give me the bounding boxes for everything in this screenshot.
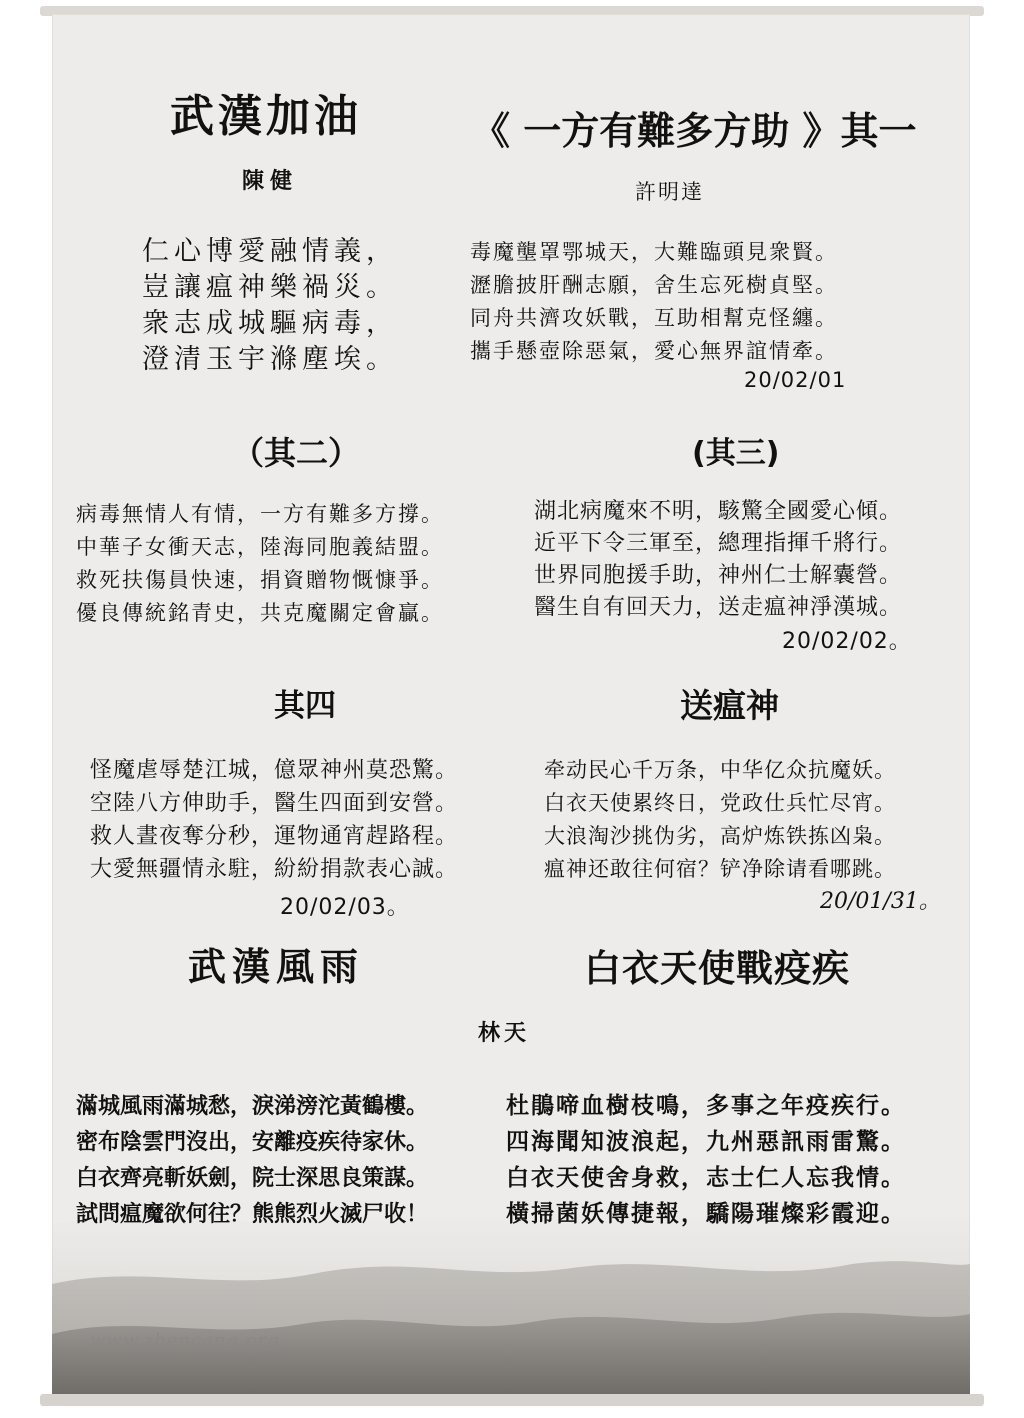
poem-line: 滿城風雨滿城愁，淚涕滂沱黃鶴樓。 [76,1093,429,1119]
poem-line: 白衣天使累终日，党政仕兵忙尽宵。 [544,791,896,815]
poem-5-body [90,754,458,886]
poem-3-title: （其二） [232,434,361,472]
poem-line: 杜鵑啼血樹枝鳴，多事之年疫疾行。 [506,1092,906,1119]
poem-4-title: (其三) [692,436,780,471]
poem-5-date: 20/02/03。 [280,895,410,920]
poem-2-author: 許明達 [635,180,704,204]
poem-2-body [470,236,838,368]
poem-line: 救人晝夜奪分秒，運物通宵趕路程。 [90,824,459,849]
poem-1-body [142,234,398,378]
poem-line: 毒魔壟罩鄂城天，大難臨頭見衆賢。 [470,240,838,264]
poem-1-author: 陳健 [242,168,299,194]
poem-line: 仁心博愛融情義， [142,236,398,267]
poem-line: 空陸八方伸助手，醫生四面到安營。 [90,791,459,816]
poem-3-body [76,498,444,630]
poem-5-title: 其四 [274,688,336,724]
poem-line: 同舟共濟攻妖戰，互助相幫克怪纏。 [470,306,838,330]
poem-6-title: 送瘟神 [680,686,779,725]
poem-line: 瘟神还敢往何宿？铲净除请看哪跳。 [544,857,896,881]
poem-line: 試問瘟魔欲何往？熊熊烈火滅尸收！ [76,1201,429,1227]
poem-6-date: 20/01/31。 [820,889,941,914]
poem-2-title: 《 一方有難多方助 》其一 [472,109,917,153]
poem-6-body [544,754,896,886]
poem-line: 澄清玉宇滌塵埃。 [142,344,398,375]
scroll-paper [52,14,970,1396]
poem-line: 怪魔虐辱楚江城，億眾神州莫恐驚。 [90,758,459,783]
poem-line: 優良傳統銘青史，共克魔關定會贏。 [76,601,444,625]
poem-4-body [534,496,902,624]
poem-7-title: 武漢風雨 [188,944,365,989]
poem-1-title: 武漢加油 [170,91,362,142]
poem-line: 醫生自有回天力，送走瘟神淨漢城。 [534,595,903,620]
poem-line: 大浪淘沙挑伪劣，高炉炼铁拣凶枭。 [544,824,896,848]
poem-line: 四海聞知波浪起，九州惡訊雨雷驚。 [506,1128,906,1155]
poem-line: 瀝膽披肝酬志願，舍生忘死樹貞堅。 [470,273,838,297]
poem-line: 衆志成城驅病毒， [142,308,398,339]
poem-line: 白衣齊亮斬妖劍，院士深思良策謀。 [76,1165,429,1191]
poem-line: 中華子女衝天志，陸海同胞義結盟。 [76,535,444,559]
shared-author: 林天 [478,1020,531,1046]
poem-line: 豈讓瘟神樂禍災。 [142,272,398,303]
poem-4-date: 20/02/02。 [782,629,912,654]
poem-line: 大愛無疆情永駐，紛紛捐款表心誠。 [90,857,459,882]
watermark-text: www.zhencang.org [90,1330,280,1351]
poem-line: 近平下令三軍至，總理指揮千將行。 [534,531,903,556]
poem-line: 白衣天使舍身救，志士仁人忘我情。 [506,1164,906,1191]
poem-line: 世界同胞援手助，神州仁士解囊營。 [534,563,903,588]
poem-8-title: 白衣天使戰疫疾 [584,947,850,990]
poem-line: 密布陰雲門沒出，安離疫疾待家休。 [76,1129,429,1155]
scroll-bottom-rod [40,1394,984,1406]
poem-line: 湖北病魔來不明，駭驚全國愛心傾。 [534,499,903,524]
poem-line: 橫掃菌妖傳捷報，驕陽璀燦彩霞迎。 [506,1200,906,1227]
poem-8-body [506,1088,906,1232]
poem-line: 病毒無情人有情，一方有難多方撐。 [76,502,444,526]
poem-line: 救死扶傷員快速，捐資贈物慨慷爭。 [76,568,444,592]
poem-line: 牵动民心千万条，中华亿众抗魔妖。 [544,758,896,782]
poem-7-body [76,1088,428,1232]
poem-2-date: 20/02/01 [744,368,847,392]
poem-line: 攜手懸壺除惡氣，愛心無界誼情牽。 [470,339,838,363]
